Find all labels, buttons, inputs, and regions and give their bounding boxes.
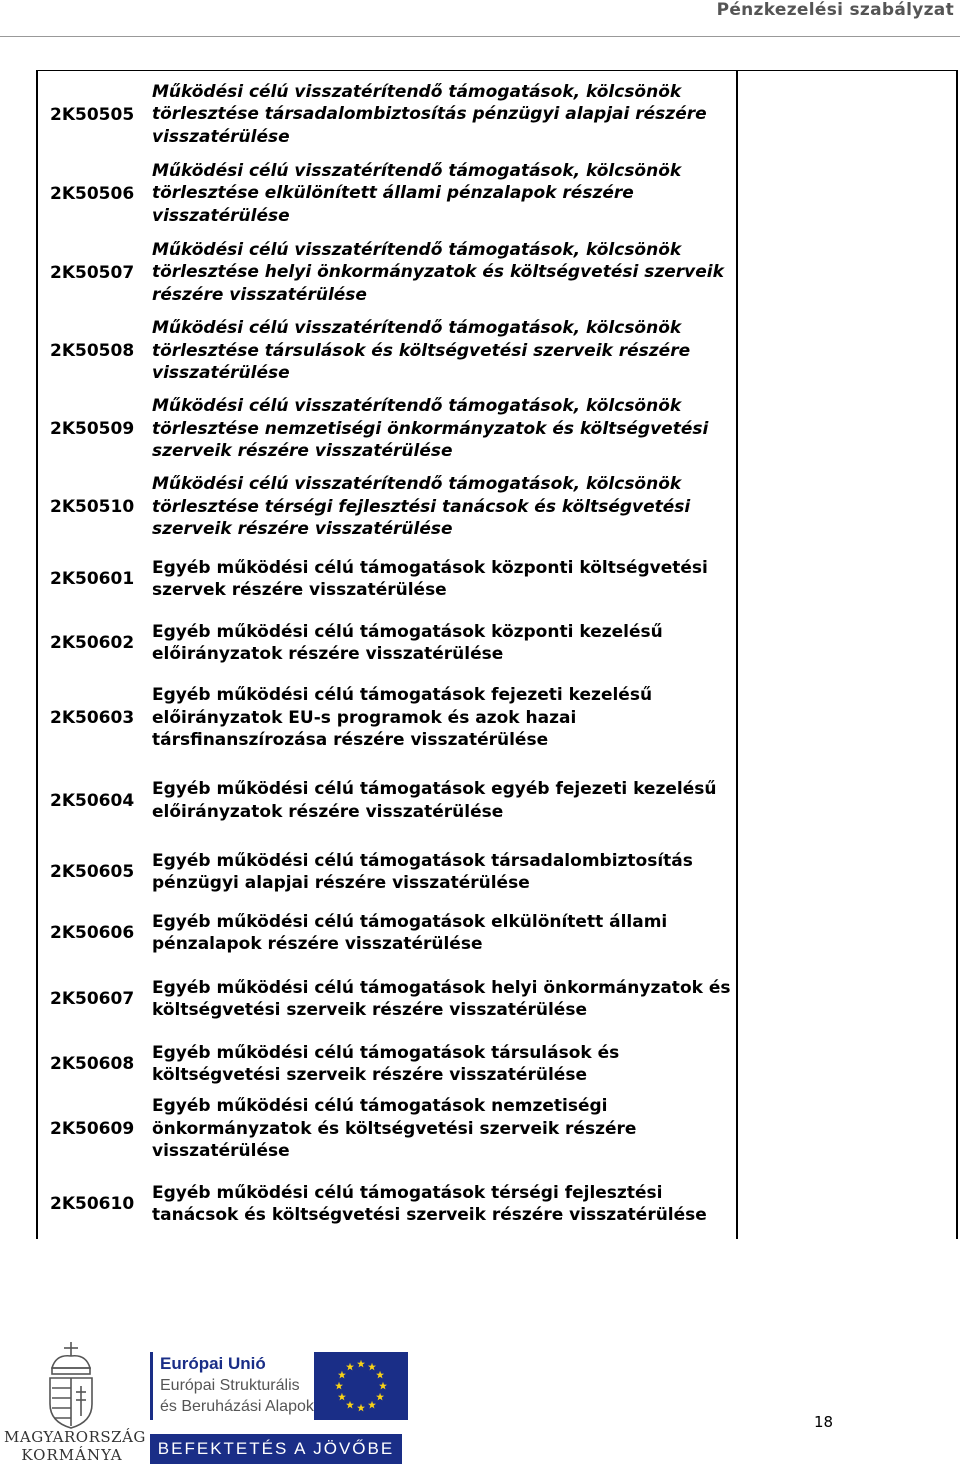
row-code: 2K50508 bbox=[50, 341, 135, 361]
row-description: Egyéb működési célú támogatások társadalombiztosítás pénzügyi alapjai részére visszatérülése bbox=[152, 850, 693, 893]
row-code: 2K50604 bbox=[50, 790, 135, 811]
row-description: Működési célú visszatérítendő támogatások, kölcsönök törlesztése társadalombiztosítás pénzügyi alapjai részére visszatérülése bbox=[152, 81, 707, 147]
table-row bbox=[36, 312, 736, 390]
eu-title: Európai Unió bbox=[160, 1354, 266, 1373]
row-code: 2K50609 bbox=[50, 1119, 135, 1139]
row-code: 2K50510 bbox=[50, 497, 135, 517]
table-row bbox=[36, 468, 736, 546]
government-name-line2: KORMÁNYA bbox=[21, 1446, 123, 1464]
row-description: Egyéb működési célú támogatások fejezeti kezelésű előirányzatok EU-s programok és azok hazai társfinanszírozása részére visszatérülése bbox=[152, 685, 653, 751]
government-name-line1: MAGYARORSZÁG bbox=[4, 1428, 146, 1446]
eu-funds-line2: és Beruházási Alapok bbox=[160, 1398, 314, 1415]
row-description: Egyéb működési célú támogatások helyi önkormányzatok és költségvetési szerveik részére visszatérülése bbox=[152, 977, 731, 1020]
table-row bbox=[36, 905, 736, 961]
row-code: 2K50601 bbox=[50, 569, 135, 589]
table-row bbox=[36, 762, 736, 839]
document-title: Pénzkezelési szabályzat bbox=[716, 0, 954, 20]
row-description: Egyéb működési célú támogatások egyéb fejezeti kezelésű előirányzatok részére visszatérülése bbox=[152, 779, 717, 822]
row-code: 2K50603 bbox=[50, 708, 135, 728]
table-row bbox=[36, 75, 736, 154]
table-row bbox=[36, 674, 736, 762]
table-row bbox=[36, 1037, 736, 1091]
row-code: 2K50605 bbox=[50, 862, 135, 882]
row-code: 2K50608 bbox=[50, 1054, 135, 1074]
table-rows bbox=[36, 75, 736, 1241]
page-number: 18 bbox=[814, 1413, 834, 1431]
table-row bbox=[36, 1091, 736, 1167]
row-code: 2K50602 bbox=[50, 633, 135, 653]
eu-funds-line1: Európai Strukturális bbox=[160, 1377, 300, 1394]
code-table bbox=[36, 70, 958, 1239]
eu-flag-icon bbox=[314, 1352, 408, 1420]
table-row bbox=[36, 961, 736, 1037]
row-description: Működési célú visszatérítendő támogatások, kölcsönök törlesztése társulások és költségvetési szerveik részére visszatérülése bbox=[152, 318, 691, 384]
table-column-divider bbox=[736, 71, 738, 1239]
row-description: Működési célú visszatérítendő támogatások, kölcsönök törlesztése nemzetiségi önkormányzatok és költségvetési szerveik részére visszatérülése bbox=[152, 396, 709, 462]
row-description: Működési célú visszatérítendő támogatások, kölcsönök törlesztése térségi fejlesztési tanácsok és költségvetési szerveik részére visszatérülése bbox=[152, 474, 691, 540]
table-row bbox=[36, 546, 736, 612]
row-code: 2K50507 bbox=[50, 262, 135, 283]
row-description: Egyéb működési célú támogatások társulások és költségvetési szerveik részére visszatérülése bbox=[152, 1042, 620, 1085]
row-code: 2K50509 bbox=[50, 419, 135, 439]
table-row bbox=[36, 390, 736, 468]
table-row bbox=[36, 612, 736, 674]
header-rule bbox=[0, 36, 960, 37]
table-row bbox=[36, 154, 736, 233]
row-code: 2K50506 bbox=[50, 183, 135, 204]
row-description: Egyéb működési célú támogatások nemzetiségi önkormányzatok és költségvetési szerveik részére visszatérülése bbox=[152, 1096, 637, 1162]
table-row bbox=[36, 233, 736, 312]
footer bbox=[0, 1330, 960, 1469]
row-code: 2K50505 bbox=[50, 104, 135, 125]
table-row bbox=[36, 1167, 736, 1241]
table-border-right bbox=[956, 71, 958, 1239]
row-description: Egyéb működési célú támogatások elkülönített állami pénzalapok részére visszatérülése bbox=[152, 911, 668, 954]
row-description: Egyéb működési célú támogatások térségi fejlesztési tanácsok és költségvetési szerveik részére visszatérülése bbox=[152, 1182, 707, 1225]
row-code: 2K50610 bbox=[50, 1194, 135, 1214]
row-description: Működési célú visszatérítendő támogatások, kölcsönök törlesztése elkülönített állami pénzalapok részére visszatérülése bbox=[152, 160, 682, 226]
row-description: Működési célú visszatérítendő támogatások, kölcsönök törlesztése helyi önkormányzatok és költségvetési szerveik részére visszatérülése bbox=[152, 239, 724, 305]
table-row bbox=[36, 839, 736, 905]
row-description: Egyéb működési célú támogatások központi kezelésű előirányzatok részére visszatérülése bbox=[152, 621, 663, 664]
eu-accent-bar bbox=[150, 1352, 153, 1420]
investment-banner: BEFEKTETÉS A JÖVŐBE bbox=[150, 1434, 402, 1464]
row-code: 2K50607 bbox=[50, 989, 135, 1009]
row-description: Egyéb működési célú támogatások központi költségvetési szervek részére visszatérülése bbox=[152, 557, 708, 600]
row-code: 2K50606 bbox=[50, 923, 135, 943]
